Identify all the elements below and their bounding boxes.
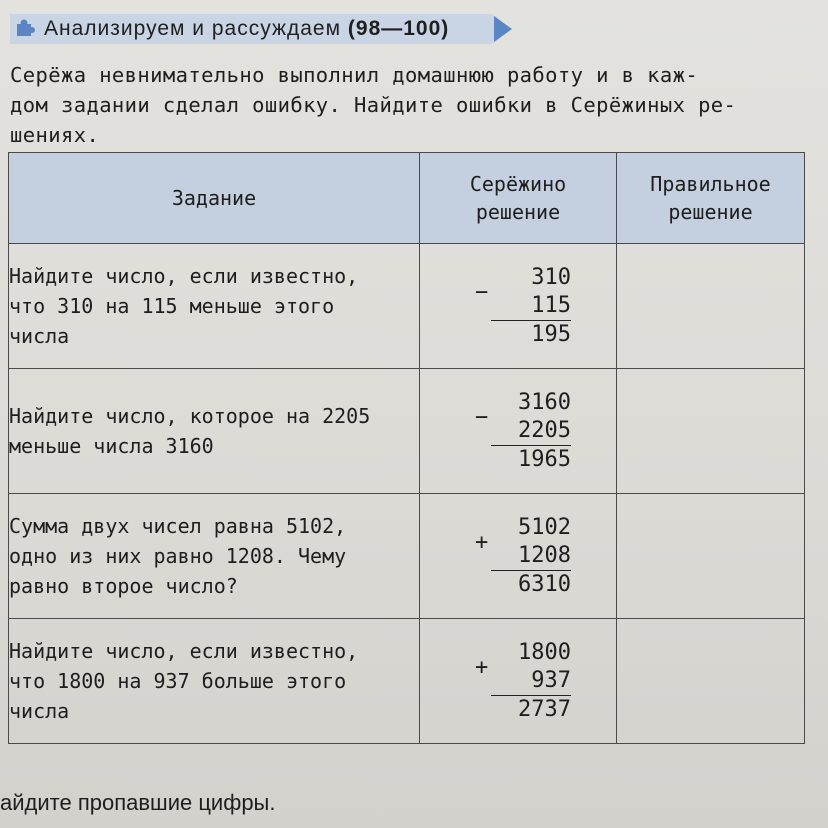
section-title-text: Анализируем и рассуждаем xyxy=(44,17,342,40)
table-row xyxy=(9,619,805,744)
correct-solution-cell xyxy=(617,494,805,619)
header-right-line-2: решение xyxy=(668,200,753,224)
task-line-1: Серёжа невнимательно выполнил домашнюю работу и в каж- xyxy=(10,63,699,87)
operation-sign: + xyxy=(475,529,489,555)
column-calculation xyxy=(475,639,571,724)
task-cell-line: Найдите число, если известно, xyxy=(9,639,359,663)
task-line-3: шениях. xyxy=(10,123,100,147)
next-task-text: айдите пропавшие цифры. xyxy=(0,790,276,815)
header-task xyxy=(9,153,420,244)
column-calculation xyxy=(475,514,571,599)
correct-solution-cell xyxy=(617,619,805,744)
correct-solution-cell xyxy=(617,369,805,494)
operand-a: 1800 xyxy=(518,639,571,665)
correct-solution-cell xyxy=(617,244,805,369)
result-value: 1965 xyxy=(518,446,571,472)
task-cell-line: что 310 на 115 меньше этого xyxy=(9,294,335,318)
operand-b: 1208 xyxy=(518,542,571,568)
task-cell-line: Найдите число, если известно, xyxy=(9,264,359,288)
operand-b: 115 xyxy=(531,292,571,318)
operation-sign: − xyxy=(475,279,489,305)
operation-sign: − xyxy=(475,404,489,430)
result-value: 2737 xyxy=(518,696,571,722)
result-value: 195 xyxy=(531,321,571,347)
operation-sign: + xyxy=(475,654,489,680)
task-cell-line: что 1800 на 937 больше этого xyxy=(9,669,347,693)
operand-a: 310 xyxy=(531,264,571,290)
header-task-label: Задание xyxy=(171,186,257,210)
task-cell-line: меньше числа 3160 xyxy=(9,434,214,458)
task-cell xyxy=(9,494,420,619)
column-calculation xyxy=(475,264,571,349)
section-range: (98—100) xyxy=(347,17,450,40)
task-cell-line: числа xyxy=(9,699,70,723)
operand-a: 3160 xyxy=(518,389,571,415)
header-sol-line-2: решение xyxy=(475,200,561,224)
operand-b: 2205 xyxy=(518,417,571,443)
operand-b: 937 xyxy=(531,667,571,693)
task-line-2: дом задании сделал ошибку. Найдите ошибки в Серёжиных ре- xyxy=(10,93,737,117)
task-cell xyxy=(9,619,420,744)
task-cell-line: одно из них равно 1208. Чему xyxy=(9,544,347,568)
header-arrow-icon xyxy=(494,16,512,42)
header-sol-line-1: Серёжино xyxy=(469,172,567,196)
result-value: 6310 xyxy=(518,571,571,597)
task-cell-line: равно второе число? xyxy=(9,574,238,598)
serezha-solution-cell xyxy=(420,494,617,619)
table-row xyxy=(9,369,805,494)
header-right-line-1: Правильное xyxy=(650,172,771,196)
table-row xyxy=(9,244,805,369)
task-cell xyxy=(9,244,420,369)
operand-a: 5102 xyxy=(518,514,571,540)
table-header-row xyxy=(9,153,805,244)
task-cell-line: числа xyxy=(9,324,70,348)
task-cell-line: Сумма двух чисел равна 5102, xyxy=(9,514,347,538)
serezha-solution-cell xyxy=(420,244,617,369)
section-header xyxy=(10,14,502,44)
section-title xyxy=(44,17,449,41)
header-serezha-solution xyxy=(420,153,617,244)
task-cell-line: Найдите число, которое на 2205 xyxy=(9,404,371,428)
serezha-solution-cell xyxy=(420,619,617,744)
task-description xyxy=(10,60,815,150)
homework-table xyxy=(8,152,805,744)
column-calculation xyxy=(475,389,571,474)
table-row xyxy=(9,494,805,619)
header-correct-solution xyxy=(617,153,805,244)
serezha-solution-cell xyxy=(420,369,617,494)
puzzle-icon xyxy=(14,18,36,40)
task-cell xyxy=(9,369,420,494)
